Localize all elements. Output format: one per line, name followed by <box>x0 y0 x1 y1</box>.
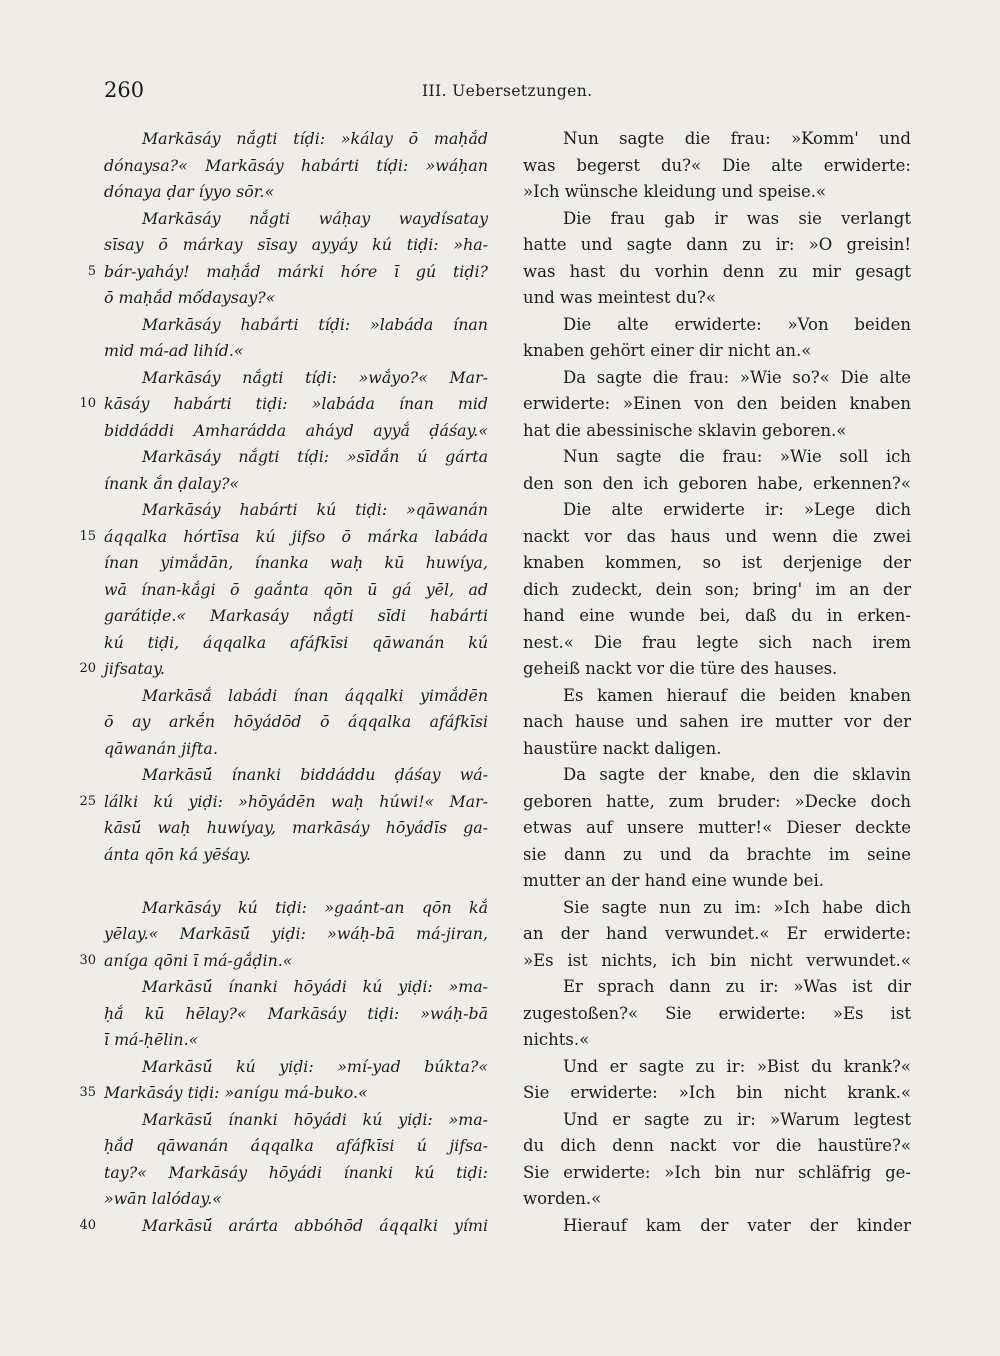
line-text: aníga qōni ī má-gắḍin.« <box>104 950 293 970</box>
line-text: geboren hatte, zum bruder: »Decke doch <box>523 791 911 811</box>
line-text: Und er sagte zu ir: »Bist du krank?« <box>563 1056 911 1076</box>
line-text: Markāsáy nắgti wáḥay waydísatay <box>142 208 488 228</box>
text-line <box>104 391 488 418</box>
text-line <box>104 524 488 551</box>
text-line <box>104 259 488 286</box>
line-text: hat die abessinische sklavin geboren.« <box>523 420 847 440</box>
line-text: yēlay.« Markāsū́ yiḍi: »wáḥ-bā má-jiran, <box>104 924 488 943</box>
line-text: kú tiḍi, áqqalka afáfkīsi qāwanán kú <box>104 632 488 652</box>
line-text: Die alte erwiderte: »Von beiden <box>563 314 911 334</box>
line-text: knaben gehört einer dir nicht an.« <box>523 341 812 360</box>
text-line <box>523 444 911 471</box>
text-line <box>523 895 911 922</box>
text-line <box>523 1213 911 1240</box>
text-line <box>523 921 911 948</box>
text-line <box>523 842 911 869</box>
text-line <box>104 1133 488 1160</box>
line-text: mid má-ad lihíd.« <box>104 341 244 360</box>
text-line <box>523 868 911 895</box>
text-line <box>104 1001 488 1028</box>
line-text: Markāsáy habárti kú tiḍi: »qāwanán <box>142 500 488 519</box>
line-text: kāsáy habárti tiḍi: »labáda ínan mid <box>104 394 488 413</box>
text-line <box>104 948 488 975</box>
text-line <box>523 815 911 842</box>
line-text: ínan yimắdān, ínanka waḥ kū huwíya, <box>104 553 488 572</box>
line-text: Und er sagte zu ir: »Warum legtest <box>563 1109 911 1129</box>
line-text: nackt vor das haus und wenn die zwei <box>523 526 911 546</box>
line-text: haustüre nackt daligen. <box>523 738 722 758</box>
text-line <box>104 1080 488 1107</box>
line-number: 10 <box>79 396 96 411</box>
text-line <box>523 709 911 736</box>
text-line <box>104 815 488 842</box>
line-text: und was meintest du?« <box>523 288 716 307</box>
text-line <box>104 153 488 180</box>
line-text: hand eine wunde bei, daß du in erken- <box>523 606 911 625</box>
line-text: an der hand verwundet.« Er erwiderte: <box>523 924 911 943</box>
running-head: III. Uebersetzungen. <box>422 82 593 100</box>
text-line <box>104 1107 488 1134</box>
line-text: hatte und sagte dann zu ir: »O greisin! <box>523 235 911 254</box>
line-text: Markāsáy nắgti tíḍi: »wắyo?« Mar- <box>142 367 488 387</box>
line-text: was hast du vorhin denn zu mir gesagt <box>523 261 911 281</box>
line-text: áqqalka hórtīsa kú jifso ō márka labáda <box>104 526 488 546</box>
text-line <box>523 1107 911 1134</box>
line-text: kāsū́ waḥ huwíyay, markāsáy hōyádīs ga- <box>104 818 488 837</box>
text-line <box>523 285 911 312</box>
line-text: knaben kommen, so ist derjenige der <box>523 553 911 572</box>
line-text: biddáddi Amharádda aháyd ayyắ ḍáśay.« <box>104 420 488 440</box>
text-line <box>523 312 911 339</box>
text-line <box>104 206 488 233</box>
line-number: 40 <box>79 1217 96 1233</box>
text-line <box>523 948 911 975</box>
line-text: Nun sagte die frau: »Komm' und <box>563 129 911 148</box>
line-text: Da sagte die frau: »Wie so?« Die alte <box>563 367 911 387</box>
line-text: Die frau gab ir was sie verlangt <box>563 208 911 228</box>
text-line <box>104 444 488 471</box>
line-number: 5 <box>87 263 96 279</box>
page-number: 260 <box>104 78 145 102</box>
line-text: »Es ist nichts, ich bin nicht verwundet.« <box>523 950 911 970</box>
text-line <box>523 391 911 418</box>
line-text: was begerst du?« Die alte erwiderte: <box>523 155 911 175</box>
line-text: erwiderte: »Einen von den beiden knaben <box>523 394 911 413</box>
text-line <box>523 126 911 153</box>
line-text: Die alte erwiderte ir: »Lege dich <box>563 500 911 519</box>
line-text: tay?« Markāsáy hōyádi ínanki kú tiḍi: <box>104 1162 488 1182</box>
text-line <box>104 126 488 153</box>
line-text: Markāsū́ ínanki hōyádi kú yiḍi: »ma- <box>142 1109 488 1129</box>
line-text: worden.« <box>523 1189 602 1208</box>
line-text: Sie erwiderte: »Ich bin nur schläfrig ge- <box>523 1162 911 1182</box>
line-text: du dich denn nackt vor die haustüre?« <box>523 1136 911 1155</box>
line-text: Er sprach dann zu ir: »Was ist dir <box>563 977 911 996</box>
line-text: Sie sagte nun zu im: »Ich habe dich <box>563 897 911 917</box>
text-line <box>104 418 488 445</box>
text-line <box>523 1160 911 1187</box>
line-number: 25 <box>79 793 96 809</box>
text-line <box>104 1160 488 1187</box>
text-line <box>523 1001 911 1028</box>
line-text: qāwanán jifta. <box>104 738 218 758</box>
text-line <box>523 974 911 1001</box>
line-text: Markāsū́ ínanki biddáddu ḍáśay wá- <box>142 765 488 784</box>
text-line <box>523 683 911 710</box>
text-line <box>104 1213 488 1240</box>
line-text: sīsay ō márkay sīsay ayyáy kú tiḍi: »ha- <box>104 235 488 254</box>
line-text: Markāsáy tiḍi: »anígu má-buko.« <box>104 1083 368 1102</box>
text-line <box>523 577 911 604</box>
text-line <box>523 656 911 683</box>
text-line <box>523 789 911 816</box>
text-line <box>104 312 488 339</box>
text-line <box>104 736 488 763</box>
line-text: garátiḍe.« Markasáy nắgti sīdi habárti <box>104 606 488 625</box>
text-line <box>104 789 488 816</box>
line-text: dónaysa?« Markāsáy habárti tíḍi: »wáḥan <box>104 155 488 175</box>
text-line <box>104 338 488 365</box>
line-text: nach hause und sahen ire mutter vor der <box>523 712 911 731</box>
text-line <box>104 179 488 206</box>
text-line <box>104 550 488 577</box>
text-line <box>104 1027 488 1054</box>
text-line <box>104 656 488 683</box>
line-text: Markāsáy kú tiḍi: »gaánt-an qōn kắ <box>142 897 488 917</box>
line-text: wā ínan-kắgi ō gaắnta qōn ū gá yēl, ad <box>104 579 488 599</box>
text-line <box>523 603 911 630</box>
text-line <box>523 550 911 577</box>
line-text: Markāsắ labádi ínan áqqalki yimắdēn <box>142 685 488 705</box>
text-line <box>523 179 911 206</box>
line-text: Markāsáy nắgti tíḍi: »kálay ō maḥắd <box>142 129 488 148</box>
line-text: ḥắd qāwanán áqqalka afáfkīsi ú jifsa- <box>104 1136 488 1155</box>
text-line <box>523 471 911 498</box>
line-text: zugestoßen?« Sie erwiderte: »Es ist <box>523 1003 911 1023</box>
line-text: den son den ich geboren habe, erkennen?« <box>523 473 911 493</box>
line-text: Markāsū́ kú yiḍi: »mí-yad búkta?« <box>142 1056 488 1076</box>
line-number: 30 <box>79 952 96 968</box>
line-text: Es kamen hierauf die beiden knaben <box>563 685 911 705</box>
line-text: bár-yaháy! maḥắd márki hóre ī gú tiḍi? <box>104 261 488 281</box>
text-line <box>523 524 911 551</box>
text-line <box>523 630 911 657</box>
text-line <box>523 762 911 789</box>
line-number: 35 <box>79 1085 96 1100</box>
line-text: Sie erwiderte: »Ich bin nicht krank.« <box>523 1083 911 1102</box>
text-line <box>523 1133 911 1160</box>
text-line <box>104 285 488 312</box>
line-text: dónaya ḍar íyyo sōr.« <box>104 182 275 201</box>
line-number: 20 <box>79 661 96 676</box>
text-line <box>523 365 911 392</box>
text-line <box>523 497 911 524</box>
line-text: »Ich wünsche kleidung und speise.« <box>523 182 827 201</box>
text-line <box>523 1186 911 1213</box>
line-number: 15 <box>79 528 96 544</box>
line-text: sie dann zu und da brachte im seine <box>523 844 911 864</box>
text-line <box>523 1080 911 1107</box>
line-text: nest.« Die frau legte sich nach irem <box>523 632 911 652</box>
line-text: ō ay arkḗn hōyádōd ō áqqalka afáfkīsi <box>104 712 488 731</box>
text-line <box>104 577 488 604</box>
text-line <box>104 471 488 498</box>
line-text: Markāsū́ arárta abbóhōd áqqalki yími <box>142 1215 488 1235</box>
text-line <box>523 232 911 259</box>
line-text: ḥắ kū hēlay?« Markāsáy tiḍi: »wáḥ-bā <box>104 1003 488 1023</box>
text-line <box>104 895 488 922</box>
line-text: mutter an der hand eine wunde bei. <box>523 871 824 890</box>
line-text: geheiß nackt vor die türe des hauses. <box>523 659 838 678</box>
line-text: Hierauf kam der vater der kinder <box>563 1215 911 1235</box>
line-text: Markāsáy nắgti tíḍi: »sīdắn ú gárta <box>142 447 488 466</box>
text-line <box>523 1027 911 1054</box>
line-text: ī má-ḥēlin.« <box>104 1030 199 1049</box>
text-line <box>104 709 488 736</box>
text-line <box>104 842 488 869</box>
line-text: jifsatay. <box>104 659 165 678</box>
line-text: Nun sagte die frau: »Wie soll ich <box>563 447 911 466</box>
line-text: »wān lalóday.« <box>104 1189 222 1208</box>
text-line <box>523 736 911 763</box>
line-text: Markāsū́ ínanki hōyádi kú yiḍi: »ma- <box>142 977 488 996</box>
line-text: ánta qōn ká yēśay. <box>104 844 251 864</box>
line-text: Da sagte der knabe, den die sklavin <box>563 765 911 784</box>
text-line <box>523 418 911 445</box>
page-header <box>0 74 1000 104</box>
line-text: lálki kú yiḍi: »hōyádēn waḥ húwi!« Mar- <box>104 791 488 811</box>
line-text: nichts.« <box>523 1030 590 1049</box>
line-text: Markāsáy habárti tíḍi: »labáda ínan <box>142 314 488 334</box>
text-line <box>523 206 911 233</box>
text-line <box>523 1054 911 1081</box>
text-line <box>523 153 911 180</box>
text-line <box>523 338 911 365</box>
text-line <box>104 683 488 710</box>
line-text: etwas auf unsere mutter!« Dieser deckte <box>523 818 911 837</box>
text-line <box>104 603 488 630</box>
line-text: ínank ắn ḍalay?« <box>104 473 240 493</box>
text-line <box>104 868 488 895</box>
line-text: dich zudeckt, dein son; bring' im an der <box>523 579 911 599</box>
text-line <box>104 974 488 1001</box>
text-line <box>523 259 911 286</box>
line-text: ō maḥắd mốdaysay?« <box>104 288 276 307</box>
